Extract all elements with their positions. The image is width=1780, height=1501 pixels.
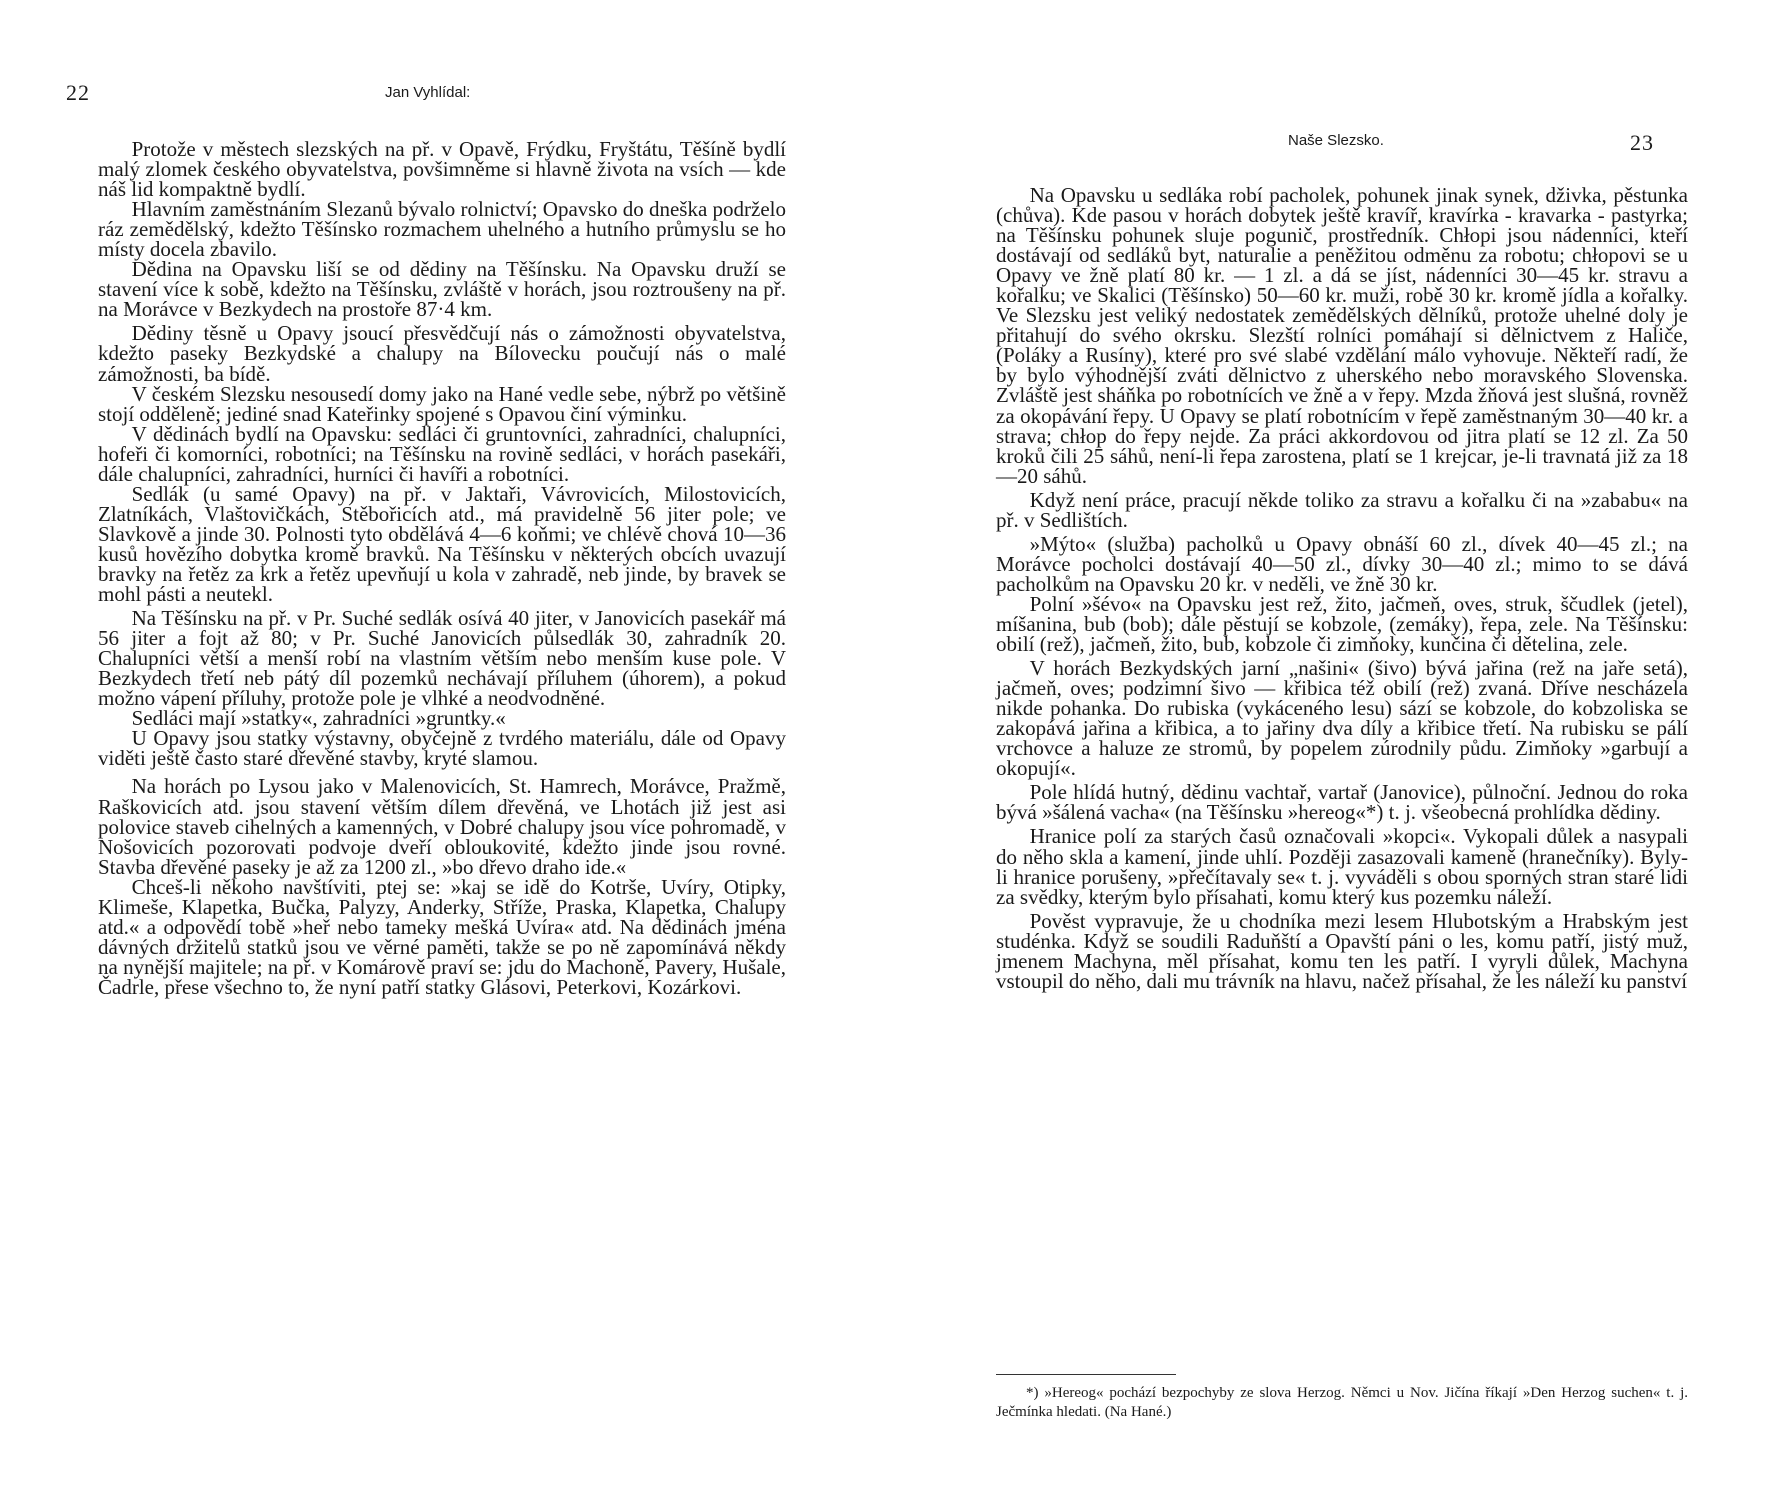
- left-body-text: [98, 139, 786, 997]
- running-head: Jan Vyhlídal:: [385, 84, 471, 101]
- right-page: [890, 0, 1780, 1501]
- paragraph: Pověst vypravuje, že u chodníka mezi lesem Hlubotským a Hrabským jest studénka. Když se soudili Raduňští a Opavští páni o les, komu patří, jistý muž, jmenem Machyna, měl přísahat, komu ten les patří. I vyryli důlek, Machyna vstoupil do něho, dali mu trávník na hlavu, načež přísahal, že les náleží ku panství: [996, 908, 1688, 993]
- paragraph: Na Těšínsku na př. v Pr. Suché sedlák osívá 40 jiter, v Janovicích pasekář má 56 jiter a fojt až 80; v Pr. Suché Janovicích půlsedlák 30, zahradník 20. Chalupníci větší a menší robí na vlastním větším nebo menším kuse pole. V Bezkydech třetí neb pátý díl pozemků nechávají příluhem (úhorem), a pokud možno vápení příluhy, protože pole je vlhké a neodvodněné.: [98, 606, 786, 711]
- paragraph: Na horách po Lysou jako v Malenovicích, St. Hamrech, Morávce, Pražmě, Raškovicích atd. jsou stavení větším dílem dřevěná, ve Lhotách již jest asi polovice staveb cihelných a kamenných, v Dobré chalupy jsou více pohromadě, v Nošovicích pozorovati podvoje dveří obloukovité, kdežto jinde jsou rovné. Stavba dřevěné paseky je až za 1200 zl., »bo dřevo draho ide.«: [98, 774, 786, 879]
- paragraph: Protože v městech slezských na př. v Opavě, Frýdku, Fryštátu, Těšíně bydlí malý zlomek českého obyvatelstva, povšimněme si hlavně života na vsích — kde náš lid kompaktně bydlí.: [98, 137, 786, 202]
- paragraph: »Mýto« (služba) pacholků u Opavy obnáší 60 zl., dívek 40—45 zl.; na Morávce pocholci dostávají 40—50 zl., dívky 30—40 zl.; mimo to se dává pacholkům na Opavsku 20 kr. v neděli, ve žně 30 kr.: [996, 531, 1688, 596]
- paragraph: Když není práce, pracují někde toliko za stravu a kořalku či na »zababu« na př. v Sedlištích.: [996, 487, 1688, 532]
- footnote: *) »Hereog« pochází bezpochyby ze slova Herzog. Němci u Nov. Jičína říkají »Den Herzog suchen« t. j. Ječmínka hledati. (Na Hané.): [996, 1385, 1688, 1420]
- footnote-rule: [996, 1374, 1176, 1375]
- paragraph: Na Opavsku u sedláka robí pacholek, pohunek jinak synek, dživka, pěstunka (chůva). Kde pasou v horách dobytek ještě kravíř, kravírka - kravarka - pastyrka; na Těšínsku pohunek sluje pogunič, prostředník. Chłopi jsou nádenníci, kteří dostávají od sedláků byt, naturalie a peněžitou odměnu za robotu; chłopovi se u Opavy ve žně platí 80 kr. — 1 zl. a dá se jíst, nádenníci 30—45 kr. stravu a kořalku; ve Skalici (Těšínsko) 50—60 kr. muži, robě 30 kr. kromě jídla a kořalky. Ve Slezsku jest veliký nedostatek zemědělských dělníků, protože uhelné doly je přitahují do svého okrsku. Slezští rolníci pomáhají si dělnictvem z Haliče, (Poláky a Rusíny), které pro své slabé vzdělání málo vyhovuje. Někteří radí, že by bylo výhodnější zváti dělnictvo z uherského nebo moravského Slovenska. Zvláště jest sháňka po robotnících ve žně a v řepy. Mzda žňová jest slušná, rovněž za okopávání řepy. U Opavy se platí robotnícím v řepě zaměstnaným 30—40 kr. a strava; chłop do řepy nejde. Za práci akkordovou od jitra platí se 12 zl. Za 50 kroků čili 25 sáhů, není-li řepa zarostena, platí se 1 krejcar, je-li travnatá již za 18—20 sáhů.: [996, 183, 1688, 488]
- paragraph: Sedláci mají »statky«, zahradníci »gruntky.«: [131, 706, 506, 731]
- page-number: 23: [1630, 130, 1654, 155]
- paragraph: Dědina na Opavsku liší se od dědiny na Těšínsku. Na Opavsku druží se stavení více k sobě, kdežto na Těšínsku, zvláště v horách, jsou roztroušeny na př. na Morávce v Bezkydech na prostoře 87·4 km.: [98, 257, 786, 322]
- paragraph: Dědiny těsně u Opavy jsoucí přesvědčují nás o zámožnosti obyvatelstva, kdežto paseky Bezkydské a chalupy na Bílovecku poučují nás o malé zámožnosti, ba bídě.: [98, 321, 786, 386]
- paragraph: Polní »šévo« na Opavsku jest rež, žito, jačmeň, oves, struk, ščudlek (jetel), míšanina, bub (bob); dále pěstují se kobzole, (zemáky), řepa, zele. Na Těšínsku: obilí (rež), jačmeň, žito, bub, kobzole či zimňoky, kunčina či dětelina, zele.: [996, 591, 1688, 657]
- paragraph: V českém Slezsku nesousedí domy jako na Hané vedle sebe, nýbrž po většině stojí odděleně; jediné snad Kateřinky spojené s Opavou činí výminku.: [98, 381, 786, 426]
- running-head: Naše Slezsko.: [1288, 132, 1384, 149]
- paragraph: Chceš-li někoho navštíviti, ptej se: »kaj se idě do Kotrše, Uvíry, Otipky, Klimeše, Klapetka, Bučka, Palyzy, Anderky, Stříže, Praska, Klapetka, Chalupy atd.« a odpovědí tobě »heř nebo tameky mešká Uvíra« atd. Na dědinách jména dávných držitelů statků jsou ve věrné paměti, takže se po ně zapomínává někdy na nynější majitele; na př. v Komárově praví se: jdu do Machoně, Pavery, Hušale, Čadrle, přese všechno to, že nyní patří statky Glásovi, Peterkovi, Kozárkovi.: [98, 874, 786, 999]
- page-number: 22: [66, 80, 90, 105]
- paragraph: Pole hlídá hutný, dědinu vachtař, vartař (Janovice), půlnoční. Jednou do roka bývá »šálená vacha« (na Těšínsku »hereog«*) t. j. všeobecná prohlídka dědiny.: [996, 780, 1688, 825]
- paragraph: Sedlák (u samé Opavy) na př. v Jaktaři, Vávrovicích, Milostovicích, Zlatníkách, Vlaštovičkách, Stěbořicích atd., má pravidelně 56 jiter pole; ve Slavkově a jinde 30. Polnosti tyto obdělává 4—6 koňmi; ve chlévě chová 10—36 kusů hovězího dobytka kromě bravků. Na Těšínsku v některých obcích uvazují bravky na řetěz za krk a řetěz upevňují u kola v zahradě, neb jinde, by bravek se mohl pásti a neutekl.: [98, 481, 786, 607]
- paragraph: V horách Bezkydských jarní „našini« (šivo) bývá jařina (rež na jaře setá), jačmeň, oves; podzimní šivo — křibica též obilí (rež) zvaná. Dříve nescházela nikde pohanka. Do rubiska (vykáceného lesu) sází se kobzole, do kobzoliska se zakopává jařina a křibica, a to jařiny dva díly a křibice třetí. Na rubisku se pálí vrchovce a haluze ze stromů, by popelem zúrodnily půdu. Zimňoky »garbují a okopují«.: [996, 656, 1688, 781]
- paragraph: Hranice polí za starých časů označovali »kopci«. Vykopali důlek a nasypali do něho skla a kamení, jinde uhlí. Později zasazovali kameně (hranečníky). Byly-li hranice porušeny, »přečítavaly se« t. j. vyváděli s obou sporných stran staré lidi za svědky, kterým bylo přísahati, komu který kus pozemku náleží.: [996, 824, 1688, 909]
- paragraph: Hlavním zaměstnáním Slezanů bývalo rolnictví; Opavsko do dneška podrželo ráz zemědělský, kdežto Těšínsko rozmachem uhelného a hutního průmyslu se ho místy docela zbavilo.: [98, 197, 786, 262]
- paragraph: V dědinách bydlí na Opavsku: sedláci či gruntovníci, zahradníci, chalupníci, hofeři či komorníci, robotníci; na Těšínsku na rovině sedláci, v horách pasekáři, dále chalupníci, zahradníci, hurníci či havíři a robotníci.: [98, 421, 786, 486]
- right-body-text: [996, 185, 1688, 991]
- paragraph: U Opavy jsou statky výstavny, obyčejně z tvrdého materiálu, dále od Opavy viděti ještě často staré dřevěné stavby, kryté slamou.: [98, 726, 786, 771]
